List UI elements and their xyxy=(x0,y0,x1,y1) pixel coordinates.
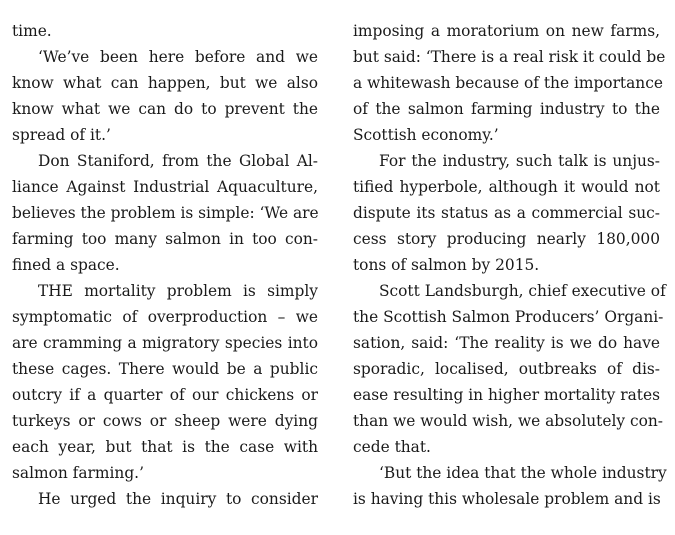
text-line: dispute its status as a commercial suc- xyxy=(353,204,660,222)
text-line: each year, but that is the case with xyxy=(12,438,318,456)
text-line: spread of it.’ xyxy=(12,126,111,144)
text-line: Scott Landsburgh, chief executive of xyxy=(379,282,666,300)
text-line: liance Against Industrial Aquaculture, xyxy=(12,178,318,196)
text-line: believes the problem is simple: ‘We are xyxy=(12,204,319,222)
text-line: are cramming a migratory species into xyxy=(12,334,318,352)
text-line: symptomatic of overproduction – we xyxy=(12,308,318,326)
text-line: imposing a moratorium on new farms, xyxy=(353,22,660,40)
text-line: Don Staniford, from the Global Al- xyxy=(38,152,318,170)
text-line: For the industry, such talk is unjus- xyxy=(379,152,660,170)
text-line: farming too many salmon in too con- xyxy=(12,230,318,248)
text-line: turkeys or cows or sheep were dying xyxy=(12,412,318,430)
article-column-left xyxy=(12,18,318,512)
text-line: these cages. There would be a public xyxy=(12,360,318,378)
text-line: than we would wish, we absolutely con- xyxy=(353,412,663,430)
text-line: ease resulting in higher mortality rates xyxy=(353,386,660,404)
text-line: know what we can do to prevent the xyxy=(12,100,318,118)
text-line: outcry if a quarter of our chickens or xyxy=(12,386,318,404)
text-line: salmon farming.’ xyxy=(12,464,144,482)
article-column-right xyxy=(353,18,667,512)
text-line: tified hyperbole, although it would not xyxy=(353,178,660,196)
text-line: ‘We’ve been here before and we xyxy=(38,48,318,66)
text-line: sporadic, localised, outbreaks of dis- xyxy=(353,360,660,378)
text-line: tons of salmon by 2015. xyxy=(353,256,540,274)
text-line: time. xyxy=(12,22,52,40)
text-line: fined a space. xyxy=(12,256,120,274)
text-line: cess story producing nearly 180,000 xyxy=(353,230,660,248)
text-line: the Scottish Salmon Producers’ Organi- xyxy=(353,308,664,326)
text-line: a whitewash because of the importance xyxy=(353,74,663,92)
text-line: ‘But the idea that the whole industry xyxy=(379,464,667,482)
text-line: is having this wholesale problem and is xyxy=(353,490,661,508)
text-line: know what can happen, but we also xyxy=(12,74,318,92)
text-line: of the salmon farming industry to the xyxy=(353,100,660,118)
text-line: Scottish economy.’ xyxy=(353,126,499,144)
text-line: cede that. xyxy=(353,438,431,456)
text-line: THE mortality problem is simply xyxy=(38,282,318,300)
text-line: He urged the inquiry to consider xyxy=(38,490,318,508)
text-line: but said: ‘There is a real risk it could be xyxy=(353,48,666,66)
text-line: sation, said: ‘The reality is we do have xyxy=(353,334,660,352)
